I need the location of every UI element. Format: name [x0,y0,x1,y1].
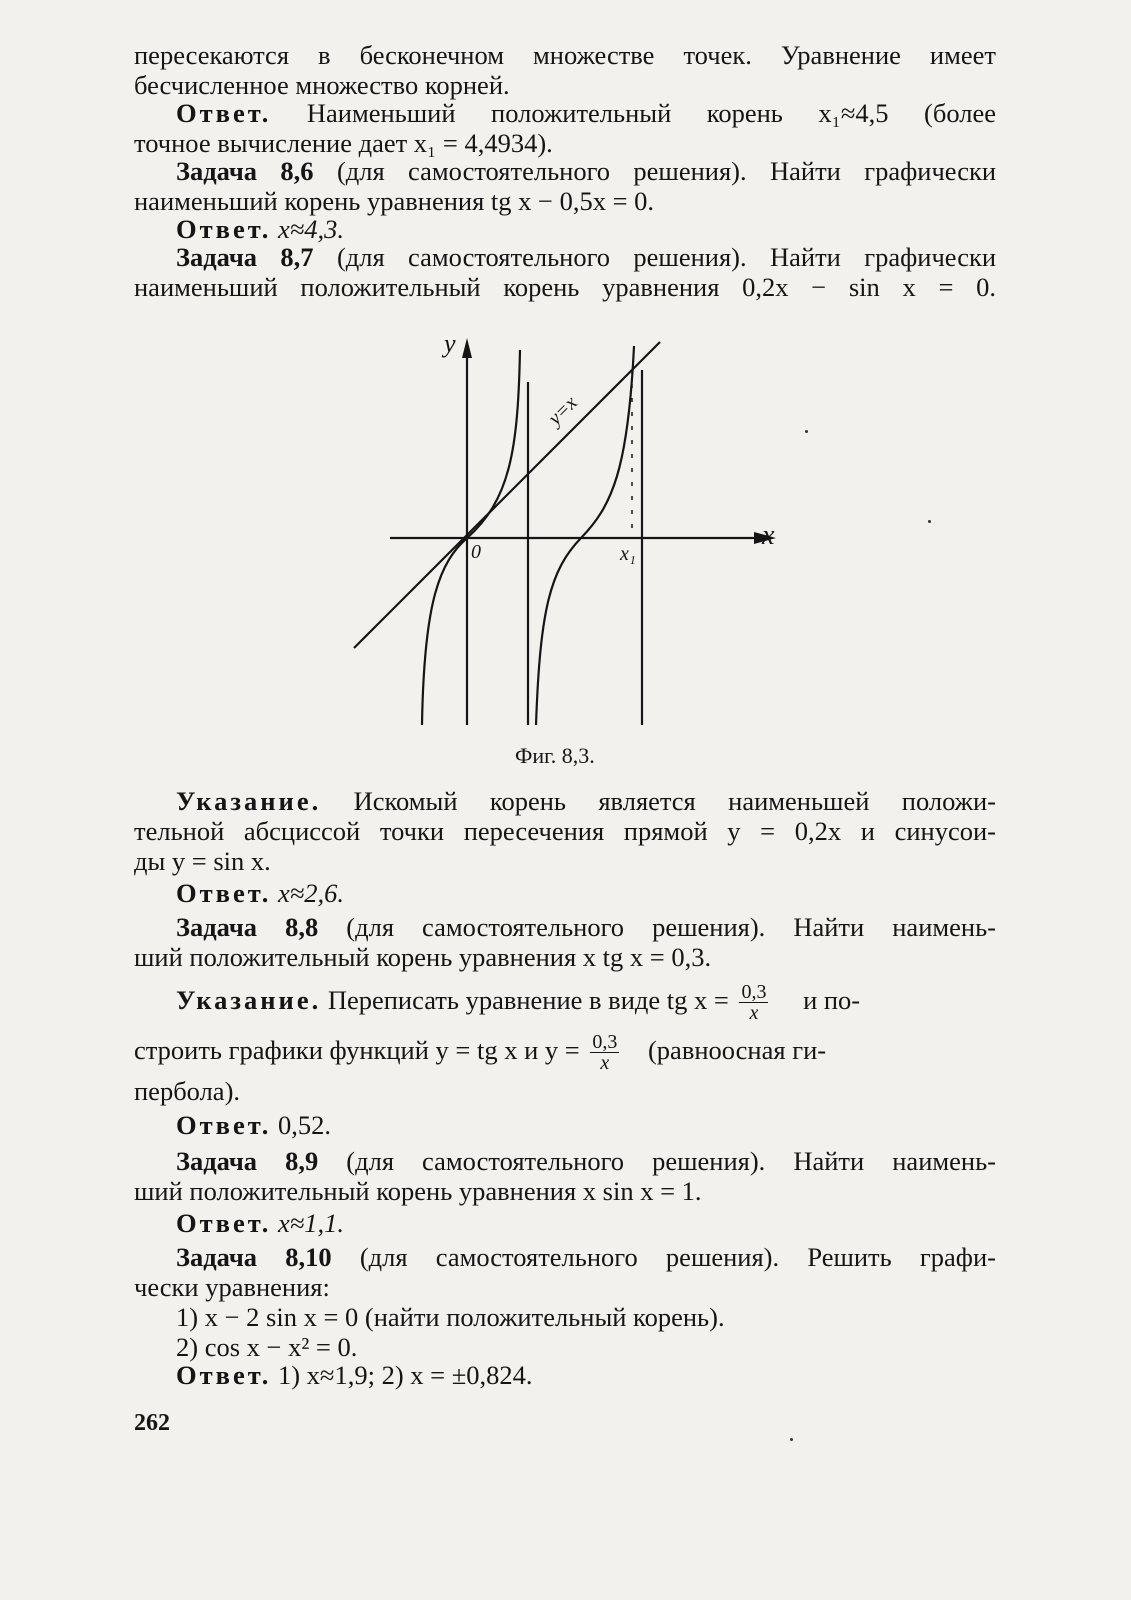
tan-curve-branch-central-lower [422,538,467,725]
figure-caption: Фиг. 8,3. [515,743,595,768]
text-segment: и по- [803,985,861,1015]
task-8-9 [134,1146,996,1206]
fraction-denominator: x [600,1052,610,1075]
text-line: ший положительный корень уравнения x tg x = 0,3. [134,942,712,972]
answer-8-9 [134,1208,996,1238]
fraction [590,1032,619,1073]
hint-8-8 [134,976,996,1106]
answer-value: 0,52. [277,1110,331,1140]
task-8-6 [134,156,996,216]
text-line: наименьший корень уравнения tg x − 0,5x = 0. [134,186,655,216]
answer-paragraph [134,98,996,158]
fraction-denominator: x [749,1002,759,1025]
hint-8-7 [134,786,996,876]
fraction-numerator: 0,3 [741,981,767,1004]
task-label: Задача 8,7 [176,242,314,272]
scan-speck [790,1438,793,1441]
hint-label: Указание. [176,786,322,816]
text-line: точное вычисление дает x₁ = 4,4934). [134,128,553,158]
text-line: (для самостоятельного решения). Найти графически [336,156,997,186]
figure-8-3-graph [350,330,790,730]
text-line: пересекаются в бесконечном множестве точек. Уравнение имеет [134,40,996,70]
answer-value: x≈1,1. [277,1208,345,1238]
answer-8-7 [134,878,996,908]
answer-8-6 [134,214,996,244]
line-label: y=x [543,391,582,430]
text-line: (для самостоятельного решения). Найти наимень- [346,1146,997,1176]
task-label: Задача 8,6 [176,156,314,186]
text-line: (для самостоятельного решения). Найти наимень- [346,912,997,942]
text-line: (для самостоятельного решения). Решить графи- [359,1242,996,1272]
y-axis-label: y [444,330,456,358]
text-line: бесчисленное множество корней. [134,70,510,100]
task-label: Задача 8,8 [176,912,319,942]
line-y-equals-x [354,342,660,648]
text-line: 2) cos x − x² = 0. [176,1332,358,1362]
text-line: (для самостоятельного решения). Найти графически [336,242,997,272]
root-label: x₁ [620,543,636,565]
text-segment: (равноосная ги- [647,1035,827,1065]
task-8-8 [134,912,996,972]
text-line: ды y = sin x. [134,846,271,876]
answer-value: x≈4,3. [277,214,345,244]
text-line: 1) x − 2 sin x = 0 (найти положительный корень). [176,1302,725,1332]
task-8-7 [134,242,996,302]
paragraph-continuation [134,40,996,100]
text-line: тельной абсциссой точки пересечения прямой y = 0,2x и синусои- [134,816,996,846]
text-segment: Переписать уравнение в виде tg x = [327,985,729,1015]
answer-value: 1) x≈1,9; 2) x = ±0,824. [277,1360,533,1390]
task-label: Задача 8,10 [176,1242,332,1272]
answer-label: Ответ. [176,214,272,244]
answer-label: Ответ. [176,98,272,128]
tan-curve-branch-second [536,346,634,725]
task-label: Задача 8,9 [176,1146,319,1176]
text-line: ший положительный корень уравнения x sin x = 1. [134,1176,702,1206]
answer-8-10 [134,1360,996,1390]
fraction [739,982,768,1023]
scan-speck [928,520,931,523]
scan-speck [805,430,808,433]
origin-label: 0 [471,541,481,563]
text-line: пербола). [134,1076,241,1106]
task-8-10 [134,1242,996,1362]
x-axis-label: x [762,520,775,551]
answer-label: Ответ. [176,1110,272,1140]
answer-label: Ответ. [176,1360,272,1390]
answer-label: Ответ. [176,1208,272,1238]
y-axis-arrow [462,338,472,358]
answer-label: Ответ. [176,878,272,908]
text-line: наименьший положительный корень уравнения 0,2x − sin x = 0. [134,272,996,302]
text-line: Наименьший положительный корень x₁≈4,5 (более [306,98,997,128]
page-number: 262 [134,1410,170,1436]
answer-8-8 [134,1110,996,1140]
text-line: чески уравнения: [134,1272,330,1302]
fraction-numerator: 0,3 [592,1031,618,1054]
answer-value: x≈2,6. [277,878,345,908]
text-segment: строить графики функций y = tg x и y = [134,1035,580,1065]
text-line: Искомый корень является наименьшей положи- [353,786,997,816]
hint-label: Указание. [176,985,322,1015]
